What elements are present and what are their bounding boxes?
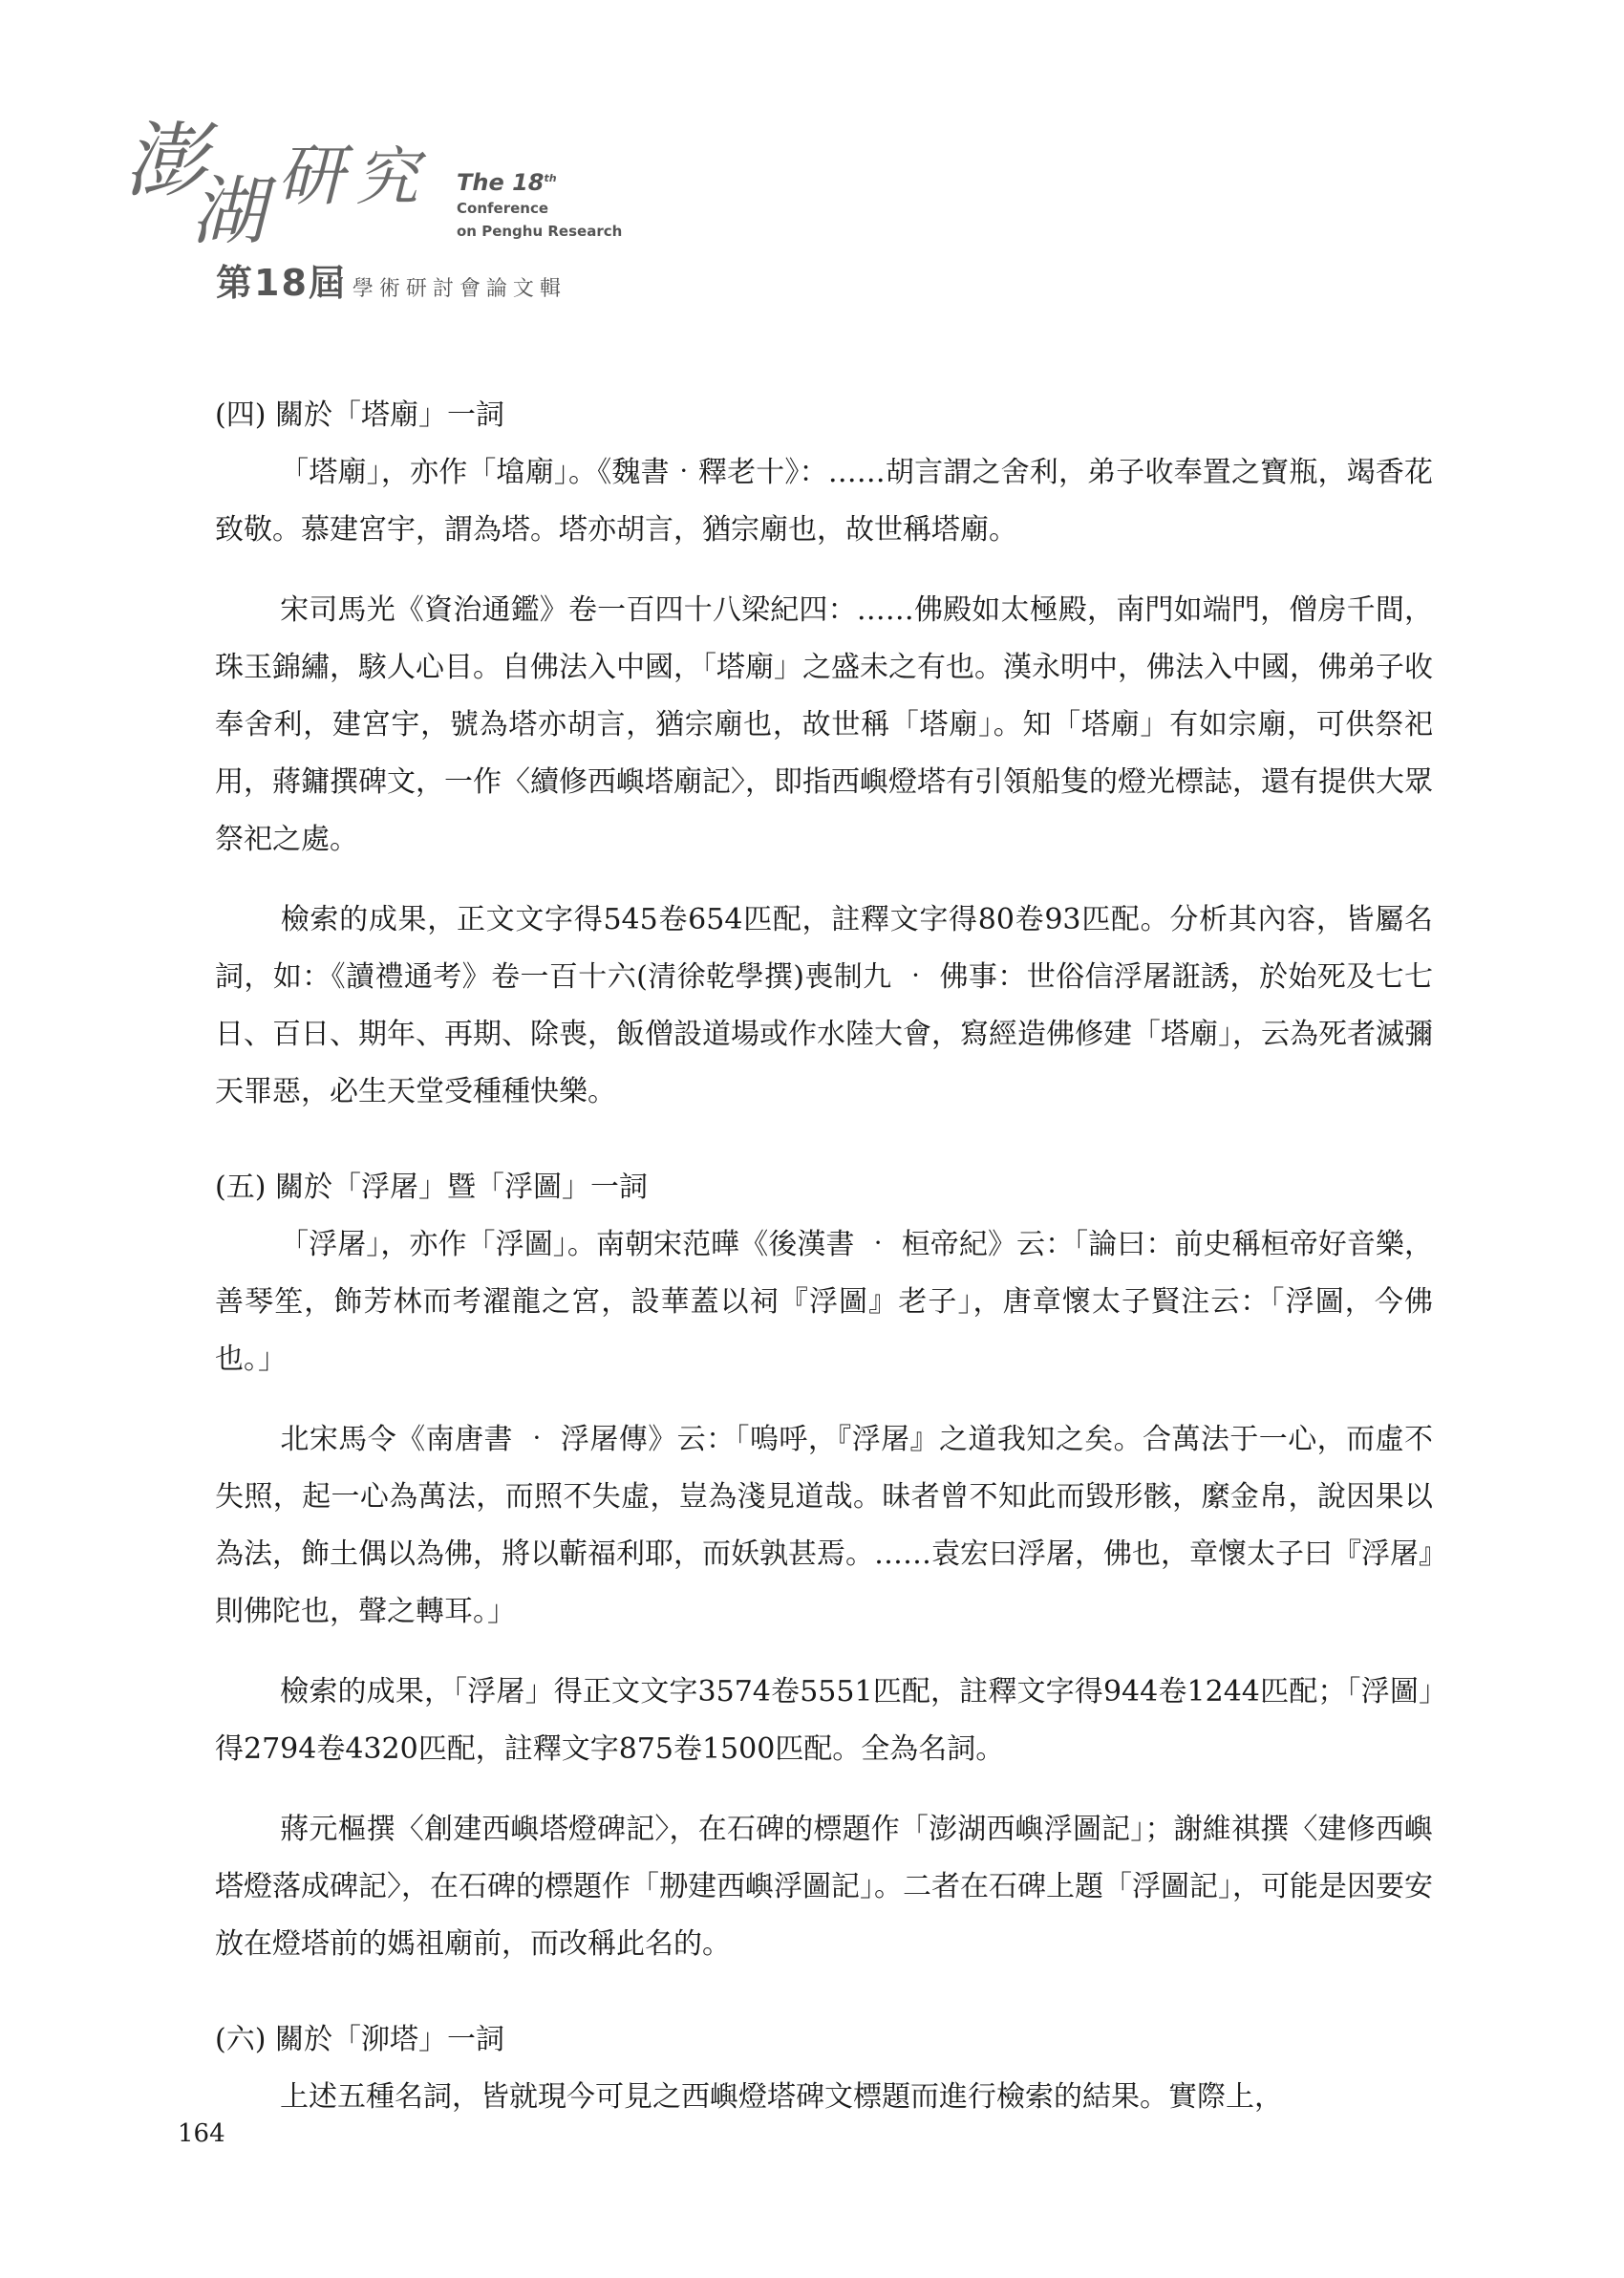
paragraph: 宋司馬光《資治通鑑》卷一百四十八梁紀四：……佛殿如太極殿，南門如端門，僧房千間，珠玉錦繡，駭人心目。自佛法入中國，「塔廟」之盛未之有也。漢永明中，佛法入中國，佛弟子收奉舍利，建宮宇，號為塔亦胡言，猶宗廟也，故世稱「塔廟」。知「塔廟」有如宗廟，可供祭祀用，蔣鏞撰碑文，一作〈續修西嶼塔廟記〉，即指西嶼燈塔有引領船隻的燈光標誌，還有提供大眾祭祀之處。: [215, 593, 1433, 856]
page-number: 164: [178, 2119, 225, 2148]
svg-text:究: 究: [355, 140, 418, 214]
masthead: [124, 115, 659, 306]
paragraph: 上述五種名詞，皆就現今可見之西嶼燈塔碑文標題而進行檢索的結果。實際上，: [280, 2080, 1283, 2114]
conference-en-line-2: Conference: [457, 200, 549, 217]
section-heading-6: (六) 關於「泖塔」一詞: [215, 2023, 504, 2056]
conference-english-title: [457, 164, 622, 243]
session-number: 第18屆: [216, 262, 347, 304]
paragraph: 檢索的成果，正文文字得545卷654匹配，註釋文字得80卷93匹配。分析其內容，皆屬名詞，如：《讀禮通考》卷一百十六(清徐乾學撰)喪制九 ‧ 佛事：世俗信浮屠誑誘，於始死及七七日、百日、期年、再期、除喪，飯僧設道場或作水陸大會，寫經造佛修建「塔廟」，云為死者滅彌天罪惡，必生天堂受種種快樂。: [215, 903, 1433, 1108]
svg-text:澎: 澎: [124, 115, 206, 209]
conference-en-line-3: on Penghu Research: [457, 223, 623, 240]
masthead-subtitle: [216, 253, 566, 306]
paragraph: 檢索的成果，「浮屠」得正文文字3574卷5551匹配，註釋文字得944卷1244匹配；「浮圖」得2794卷4320匹配，註釋文字875卷1500匹配。全為名詞。: [215, 1675, 1433, 1766]
paragraph: 「浮屠」，亦作「浮圖」。南朝宋范曄《後漢書 ‧ 桓帝紀》云：「論曰：前史稱桓帝好音樂，善琴笙，飾芳林而考濯龍之宮，設華蓋以祠『浮圖』老子」，唐章懷太子賢注云：「浮圖，今佛也。」: [215, 1228, 1433, 1376]
svg-text:研: 研: [277, 137, 344, 215]
paragraph: 北宋馬令《南唐書 ‧ 浮屠傳》云：「嗚呼，『浮屠』之道我知之矣。合萬法于一心，而虛不失照，起一心為萬法，而照不失虛，豈為淺見道哉。昧者曾不知此而毀形骸，縻金帛，說因果以為法，飾土偶以為佛，將以蘄福利耶，而妖孰甚焉。……袁宏曰浮屠，佛也，章懷太子曰『浮屠』則佛陀也，聲之轉耳。」: [215, 1423, 1433, 1628]
section-heading-5: (五) 關於「浮屠」暨「浮圖」一詞: [215, 1171, 648, 1204]
paragraph: 蔣元樞撰〈創建西嶼塔燈碑記〉，在石碑的標題作「澎湖西嶼浮圖記」；謝維祺撰〈建修西嶼塔燈落成碑記〉，在石碑的標題作「刱建西嶼浮圖記」。二者在石碑上題「浮圖記」，可能是因要安放在燈塔前的媽祖廟前，而改稱此名的。: [215, 1813, 1433, 1961]
paragraph: 「塔廟」，亦作「墖廟」。《魏書‧釋老十》：……胡言謂之舍利，弟子收奉置之寶瓶，竭香花致敬。慕建宮宇，謂為塔。塔亦胡言，猶宗廟也，故世稱塔廟。: [215, 456, 1433, 547]
penghu-research-logo: [124, 115, 449, 268]
svg-text:湖: 湖: [191, 169, 267, 255]
conference-en-line-1: The 18th: [457, 169, 557, 196]
section-heading-4: (四) 關於「塔廟」一詞: [215, 398, 504, 432]
page-body: [215, 387, 1433, 2126]
calligraphy-logo-icon: [124, 115, 449, 268]
collection-title: 學術研討會論文輯: [352, 277, 566, 301]
